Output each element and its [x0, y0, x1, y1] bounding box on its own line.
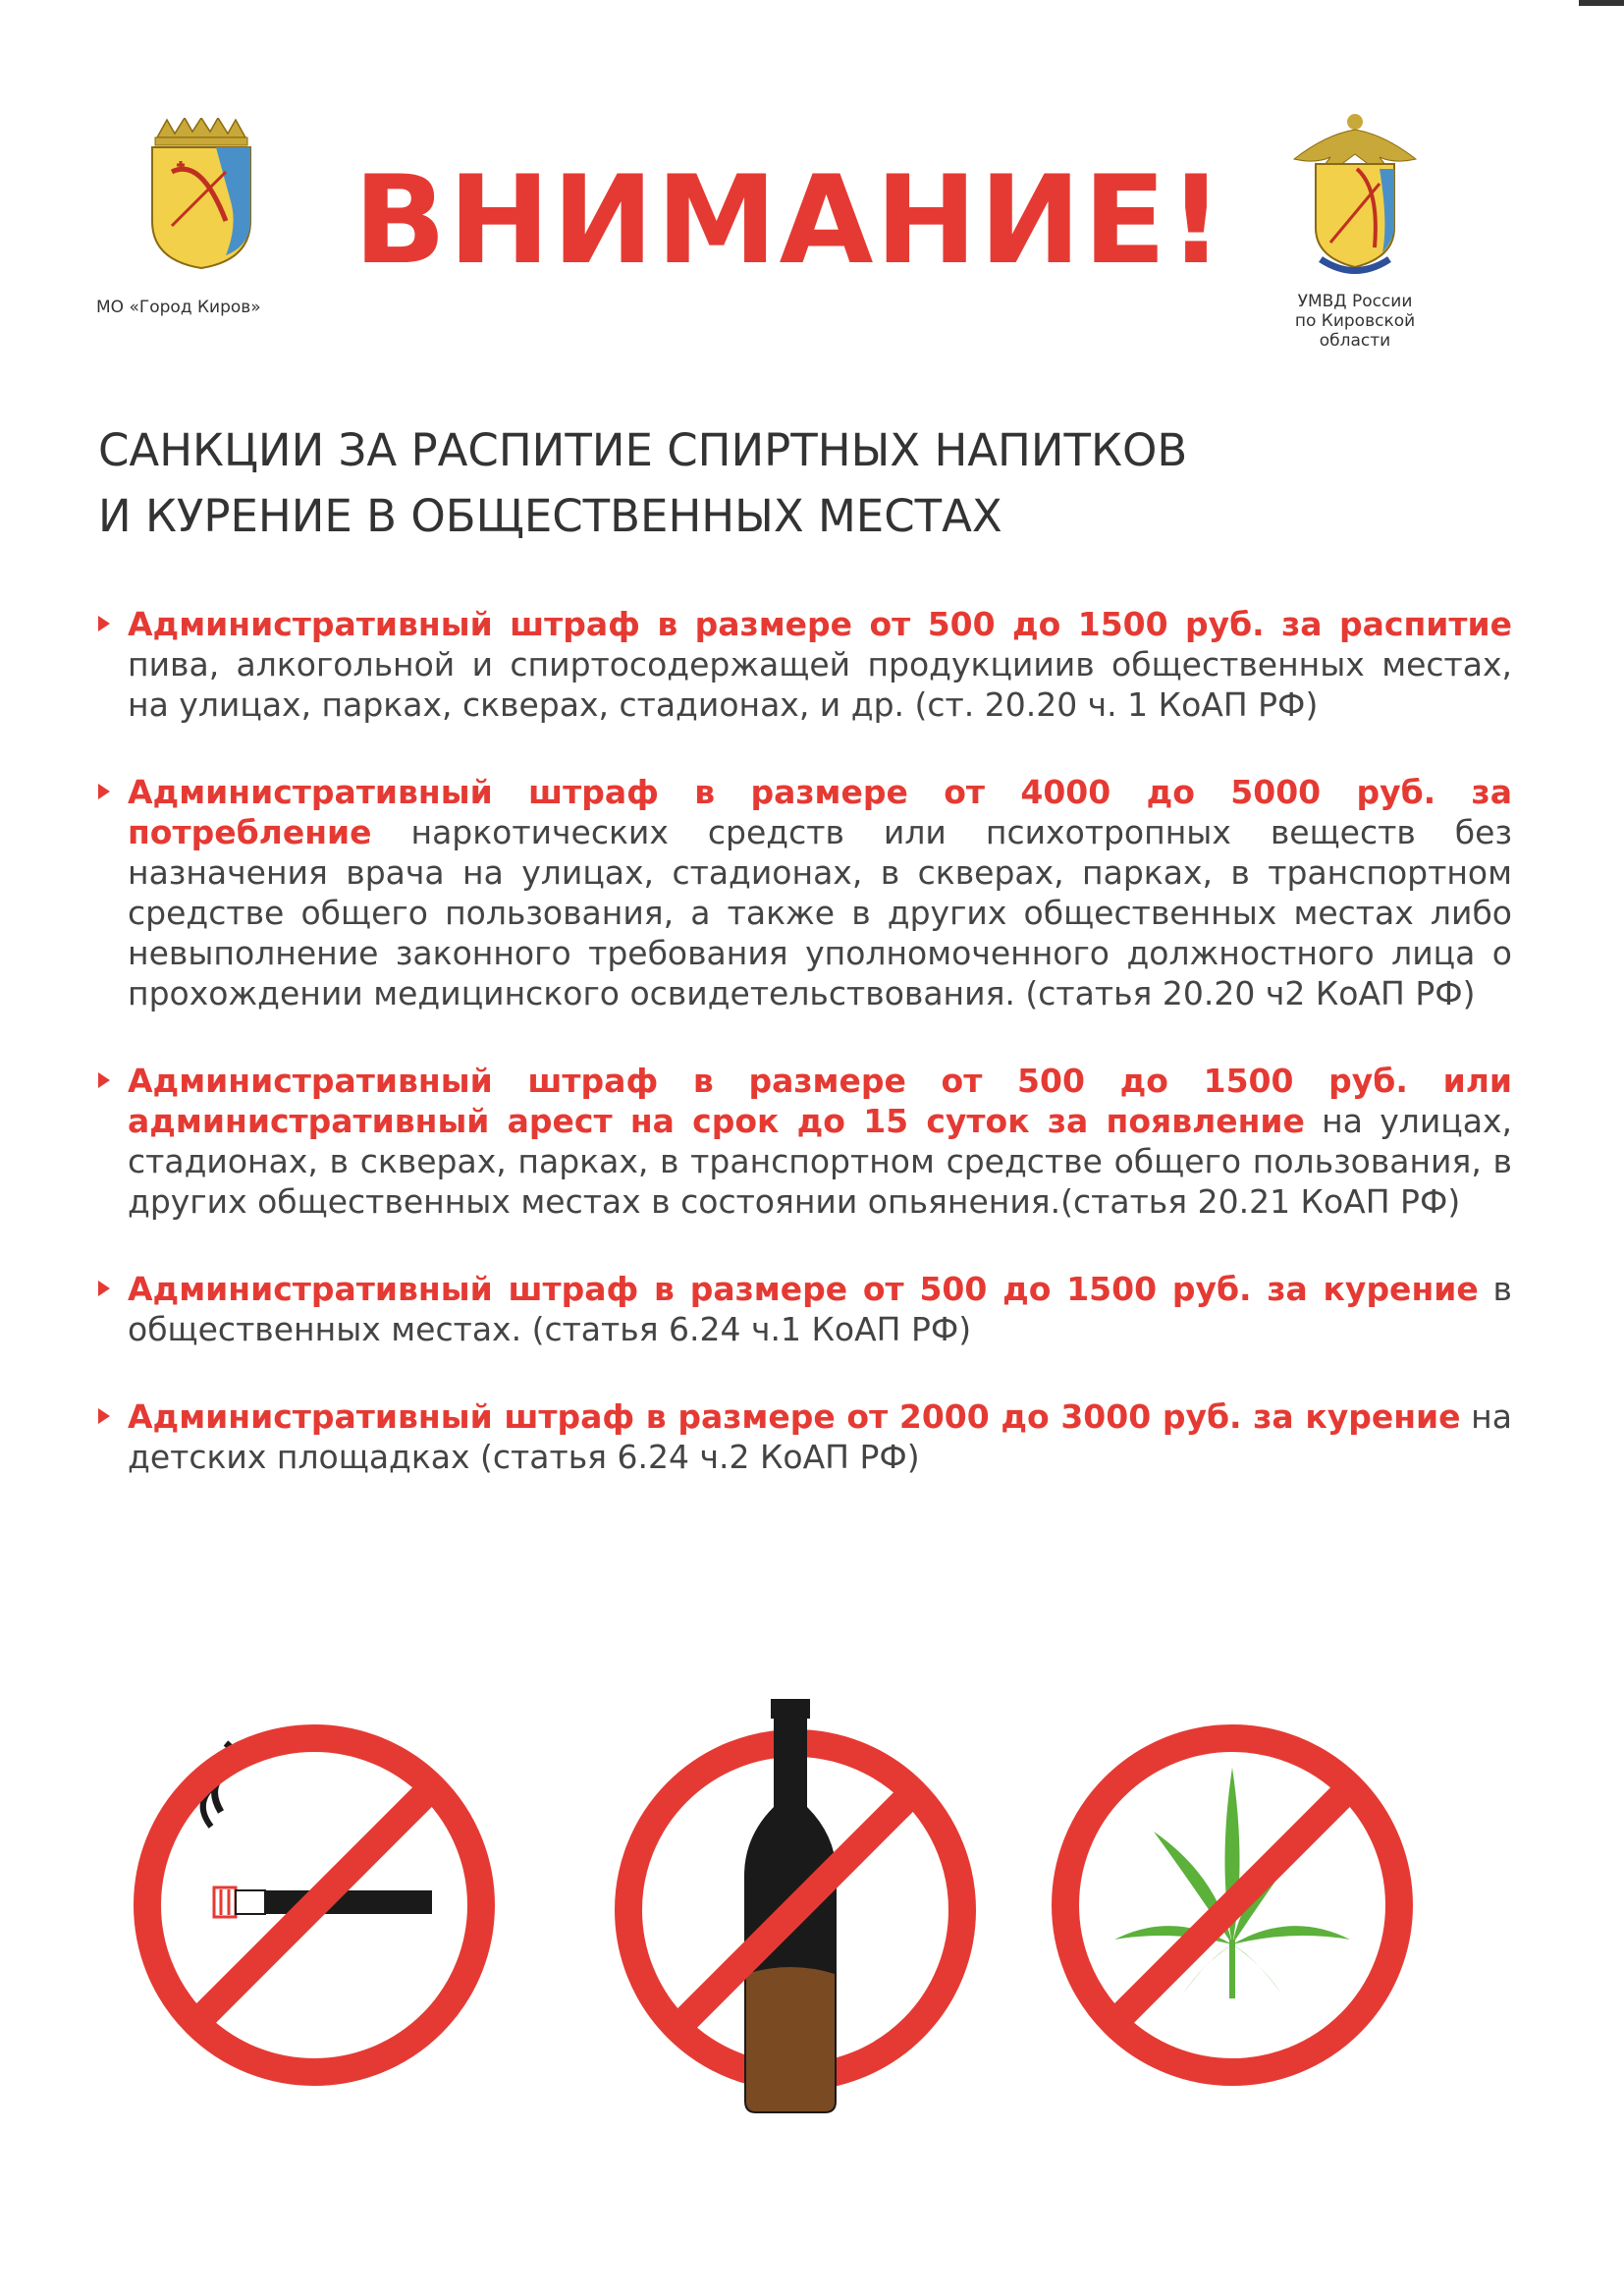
- sanction-text: наркотических средств или психотропных веществ без назначения врача на улицах, стадионах, в скверах, парках, в транспортном средстве общего пользования, а также в других общественных местах либо невыполнение законного требования уполномоченного должностного лица о прохождении медицинского освидетельствования. (статья 20.20 ч2 КоАП РФ): [128, 813, 1512, 1012]
- police-caption-line-1: УМВД России: [1297, 292, 1413, 311]
- no-alcohol-icon: [609, 1689, 1001, 2121]
- police-caption: [1267, 292, 1443, 351]
- prohibition-icons: [0, 1689, 1624, 2121]
- sanction-lead: Административный штраф в размере от 500 до 1500 руб. или административный арест на срок до 15 суток за появление: [128, 1062, 1512, 1140]
- sanction-lead: Административный штраф в размере от 2000 до 3000 руб. за курение: [128, 1397, 1461, 1436]
- subtitle-line-2: И КУРЕНИЕ В ОБЩЕСТВЕННЫХ МЕСТАХ: [98, 490, 1002, 542]
- scan-corner-mark: [1579, 0, 1624, 6]
- police-caption-line-2: по Кировской: [1294, 311, 1416, 331]
- sanction-text: на улицах, стадионах, в скверах, парках, в транспортном средстве общего пользования, в других общественных местах в состоянии опьянения.(статья 20.21 КоАП РФ): [128, 1102, 1512, 1221]
- bullet-triangle-icon: [98, 784, 110, 799]
- list-item: [98, 1269, 1512, 1349]
- bullet-triangle-icon: [98, 1281, 110, 1296]
- bullet-triangle-icon: [98, 616, 110, 631]
- police-emblem-icon: [1286, 110, 1424, 282]
- police-caption-line-3: области: [1319, 331, 1391, 351]
- subtitle-line-1: САНКЦИИ ЗА РАСПИТИЕ СПИРТНЫХ НАПИТКОВ: [98, 424, 1188, 476]
- kirov-coat-of-arms-icon: [147, 118, 255, 270]
- no-drugs-icon: [1046, 1719, 1419, 2092]
- list-item: [98, 1396, 1512, 1477]
- list-item: [98, 1061, 1512, 1222]
- sanction-lead: Административный штраф в размере от 4000 до 5000 руб. за потребление: [128, 773, 1512, 851]
- bullet-triangle-icon: [98, 1408, 110, 1424]
- list-item: [98, 772, 1512, 1013]
- sanction-text: пива, алкогольной и спиртосодержащей продукцииив общественных местах, на улицах, парках, скверах, стадионах, и др. (ст. 20.20 ч. 1 КоАП РФ): [128, 645, 1512, 724]
- sanction-text: на детских площадках (статья 6.24 ч.2 КоАП РФ): [128, 1397, 1512, 1476]
- city-caption: МО «Город Киров»: [96, 298, 261, 317]
- no-smoking-icon: [128, 1719, 501, 2092]
- bullet-triangle-icon: [98, 1072, 110, 1088]
- sanction-text: в общественных местах. (статья 6.24 ч.1 КоАП РФ): [128, 1270, 1512, 1348]
- sanction-lead: Административный штраф в размере от 500 до 1500 руб. за распитие: [128, 605, 1512, 643]
- sanctions-list: [98, 604, 1512, 1524]
- subtitle: [98, 417, 1512, 549]
- page-title: ВНИМАНИЕ!: [353, 150, 1226, 292]
- list-item: [98, 604, 1512, 725]
- sanction-lead: Административный штраф в размере от 500 до 1500 руб. за курение: [128, 1270, 1479, 1308]
